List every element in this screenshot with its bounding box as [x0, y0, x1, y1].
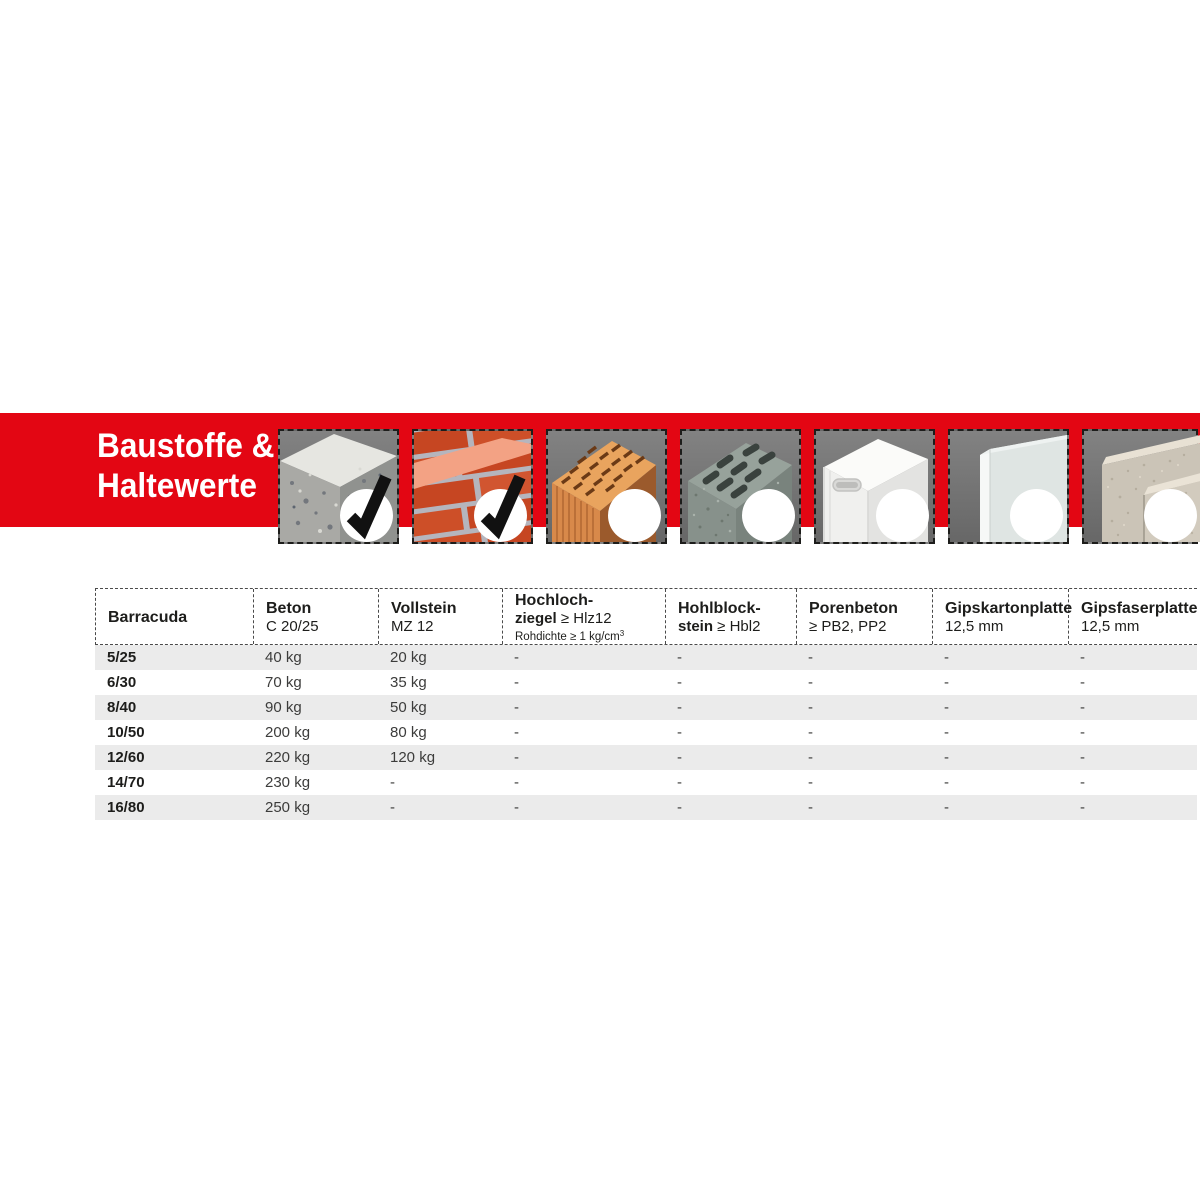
material-tile-vollstein: [412, 429, 533, 544]
page-title-line2: Haltewerte: [97, 467, 257, 505]
col-header-gipsfaserplatte: Gipsfaserplatte 12,5 mm: [1081, 600, 1198, 635]
table-row: 6/30 70 kg 35 kg - - - - -: [107, 674, 1085, 691]
material-tile-gipsfaserplatte: [1082, 429, 1198, 544]
col-header-porenbeton: Porenbeton ≥ PB2, PP2: [797, 589, 933, 644]
table-row: 8/40 90 kg 50 kg - - - - -: [95, 695, 1197, 720]
material-tile-porenbeton: [814, 429, 935, 544]
table-row: 16/80 250 kg - - - - - -: [95, 795, 1197, 820]
col-header-barracuda: Barracuda: [96, 589, 254, 644]
table-row: 14/70 230 kg - - - - - -: [107, 774, 1085, 791]
table-row: 10/50 200 kg 80 kg - - - - -: [107, 724, 1085, 741]
table-row: 5/25 40 kg 20 kg - - - - -: [95, 645, 1197, 670]
page-title: [97, 426, 274, 506]
selection-circle: [876, 489, 929, 542]
col-header-hohlblockstein: Hohlblock- stein ≥ Hbl2: [666, 589, 797, 644]
material-tile-hochlochziegel: [546, 429, 667, 544]
selection-circle: [608, 489, 661, 542]
selection-circle: [1010, 489, 1063, 542]
table-header-row: [95, 588, 1197, 645]
checkmark-badge: [340, 489, 393, 542]
col-header-hochlochziegel: Hochloch- ziegel ≥ Hlz12 Rohdichte ≥ 1 $kg/cm^3$: [503, 589, 666, 644]
col-header-beton: Beton C 20/25: [254, 589, 379, 644]
col-header-gipskartonplatte: Gipskartonplatte 12,5 mm: [933, 589, 1069, 644]
selection-circle: [742, 489, 795, 542]
check-icon: [474, 471, 527, 542]
table-body: [95, 645, 1197, 820]
material-tile-hohlblockstein: [680, 429, 801, 544]
check-icon: [340, 471, 393, 542]
col-header-vollstein: Vollstein MZ 12: [379, 589, 503, 644]
table-row: 12/60 220 kg 120 kg - - - - -: [95, 745, 1197, 770]
page-title-line1: Baustoffe &: [97, 427, 275, 465]
material-tile-gipskartonplatte: [948, 429, 1069, 544]
material-tile-beton: [278, 429, 399, 544]
checkmark-badge: [474, 489, 527, 542]
haltewerte-table: [95, 588, 1197, 820]
selection-circle: [1144, 489, 1197, 542]
